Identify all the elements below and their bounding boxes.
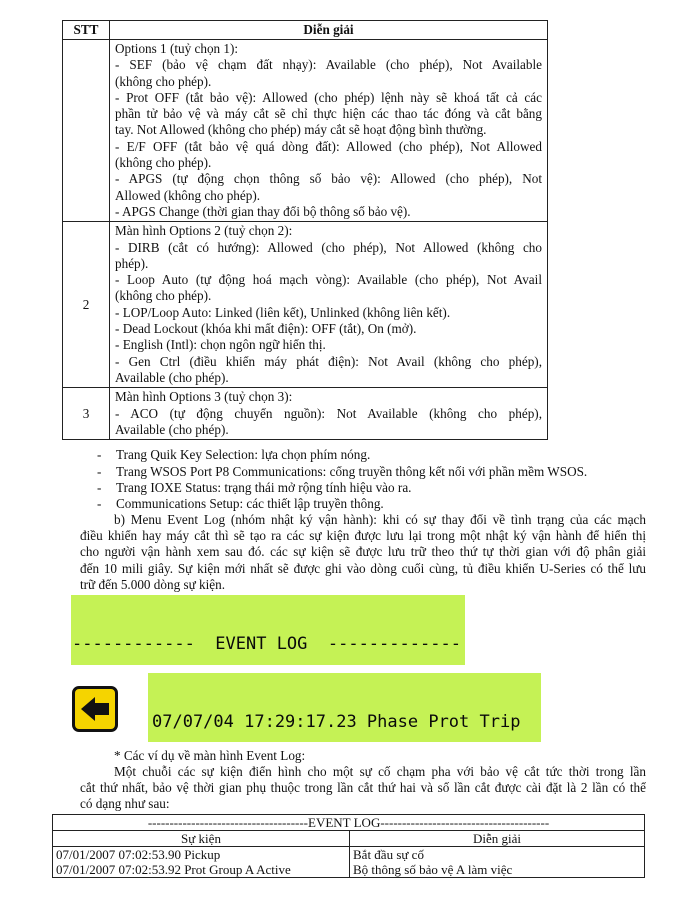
header-event: Sự kiện xyxy=(53,831,350,847)
bullet-dash: - xyxy=(97,480,102,495)
row-description xyxy=(110,388,548,440)
header-stt: STT xyxy=(63,21,110,40)
description-cell: Bắt đầu sự cố xyxy=(350,847,645,863)
row-number xyxy=(63,40,110,222)
lcd-line: ------------ EVENT LOG ------------- xyxy=(72,634,461,654)
description-cell: Bộ thông số bảo vệ A làm việc xyxy=(350,862,645,878)
text-line: phần tử bảo vệ và máy cắt sẽ chỉ thực hiện các thao tác đóng và cắt bằng xyxy=(115,106,542,122)
text-line: Màn hình Options 2 (tuỷ chọn 2): xyxy=(115,223,293,239)
row-description xyxy=(110,222,548,388)
text-line: Available (cho phép). xyxy=(115,369,229,385)
event-cell: 07/01/2007 07:02:53.92 Prot Group A Active xyxy=(53,862,350,878)
paragraph-event-log xyxy=(80,512,646,593)
bullet-item: Trang IOXE Status: trạng thái mở rộng tính hiệu vào ra. xyxy=(116,480,412,495)
text-line: - ACO (tự động chuyển nguồn): Not Available (không cho phép), xyxy=(115,405,542,421)
bullet-dash: - xyxy=(97,447,102,462)
row-number: 3 xyxy=(63,388,110,440)
event-log-title: -------------------------------------EVENT LOG--------------------------------------- xyxy=(53,815,645,831)
table-row xyxy=(53,847,645,863)
text-line: Allowed (không cho phép). xyxy=(115,187,261,203)
text-line: Available (cho phép). xyxy=(115,421,229,437)
examples-caption: * Các ví dụ về màn hình Event Log: xyxy=(114,748,306,763)
bullet-item: Communications Setup: các thiết lập truyền thông. xyxy=(116,496,384,511)
event-log-lcd-2 xyxy=(148,673,541,742)
table-row xyxy=(53,862,645,878)
row-number: 2 xyxy=(63,222,110,388)
table-row xyxy=(63,388,548,440)
text-line: có dạng như sau: xyxy=(80,796,170,812)
text-line: Một chuỗi các sự kiện điển hình cho một sự cố chạm pha với bảo vệ cắt tức thời trong lần xyxy=(114,764,646,779)
text-line: trữ đến 5.000 dòng sự kiện. xyxy=(80,576,226,592)
event-cell: 07/01/2007 07:02:53.90 Pickup xyxy=(53,847,350,863)
text-line: Màn hình Options 3 (tuỷ chọn 3): xyxy=(115,389,293,405)
bullet-dash: - xyxy=(97,464,102,479)
text-line: - Gen Ctrl (điều khiển máy phát điện): Not Avail (không cho phép), xyxy=(115,353,542,369)
text-line: - Dead Lockout (khóa khi mất điện): OFF (tắt), On (mở). xyxy=(115,321,417,337)
lcd-line: 07/07/04 17:29:17.23 Phase Prot Trip xyxy=(152,712,521,732)
text-line: - LOP/Loop Auto: Linked (liên kết), Unlinked (không liên kết). xyxy=(115,304,451,320)
header-description: Diễn giải xyxy=(110,21,548,40)
table-row xyxy=(63,222,548,388)
event-log-lcd-1 xyxy=(71,595,465,665)
text-line: tay. Not Allowed (không cho phép) máy cắt sẽ hoạt động bình thường. xyxy=(115,122,487,138)
text-line: - E/F OFF (tắt bảo vệ quá dòng đất): Allowed (cho phép), Not Allowed xyxy=(115,138,542,154)
text-line: - Prot OFF (tắt bảo vệ): Allowed (cho phép) lệnh này sẽ khoá tất cả các xyxy=(115,89,542,105)
text-line: (không cho phép). xyxy=(115,288,212,304)
text-line: điều khiển hay máy cắt thì sẽ tạo ra các sự kiện được lưu lại trong một nhật ký vận hành để hiển thị xyxy=(80,528,646,544)
row-description xyxy=(110,40,548,222)
text-line: b) Menu Event Log (nhóm nhật ký vận hành): khi có sự thay đổi về tình trạng của các mạch xyxy=(114,512,646,527)
text-line: - English (Intl): chọn ngôn ngữ hiển thị. xyxy=(115,337,326,353)
bullet-dash: - xyxy=(97,496,102,511)
text-line: phép). xyxy=(115,255,149,271)
text-line: (không cho phép). xyxy=(115,73,212,89)
text-line: - DIRB (cắt có hướng): Allowed (cho phép), Not Allowed (không cho xyxy=(115,239,542,255)
bullet-item: Trang Quik Key Selection: lựa chọn phím nóng. xyxy=(116,447,371,462)
text-line: đến 10 mili giây. Sự kiện mới nhất sẽ được ghi vào dòng cuối cùng, tủ điều khiển U-Series có thể lưu xyxy=(80,560,646,576)
text-line: - SEF (bảo vệ chạm đất nhạy): Available (cho phép), Not Available xyxy=(115,57,542,73)
bullet-item: Trang WSOS Port P8 Communications: cổng truyền thông kết nối với phần mềm WSOS. xyxy=(116,464,588,479)
text-line: (không cho phép). xyxy=(115,155,212,171)
event-log-table xyxy=(52,814,645,878)
header-description: Diễn giải xyxy=(350,831,645,847)
left-arrow-icon xyxy=(72,686,118,732)
paragraph-event-sequence xyxy=(80,764,646,813)
text-line: - APGS Change (thời gian thay đổi bộ thông số bảo vệ). xyxy=(115,203,411,219)
text-line: cắt thứ nhất, bảo vệ thời gian phụ thuộc trong lần cắt thứ hai và số lần cắt được cài đặt là 2 lần có thể xyxy=(80,780,646,796)
table-row xyxy=(63,40,548,222)
text-line: Options 1 (tuỷ chọn 1): xyxy=(115,41,239,56)
text-line: cho người vận hành xem sau đó. các sự kiện sẽ được lưu trữ theo thứ tự thời gian với độ phân giải xyxy=(80,544,646,560)
text-line: - APGS (tự động chọn thông số bảo vệ): Allowed (cho phép), Not xyxy=(115,171,542,187)
text-line: - Loop Auto (tự động hoá mạch vòng): Available (cho phép), Not Avail xyxy=(115,272,542,288)
options-table xyxy=(62,20,548,440)
